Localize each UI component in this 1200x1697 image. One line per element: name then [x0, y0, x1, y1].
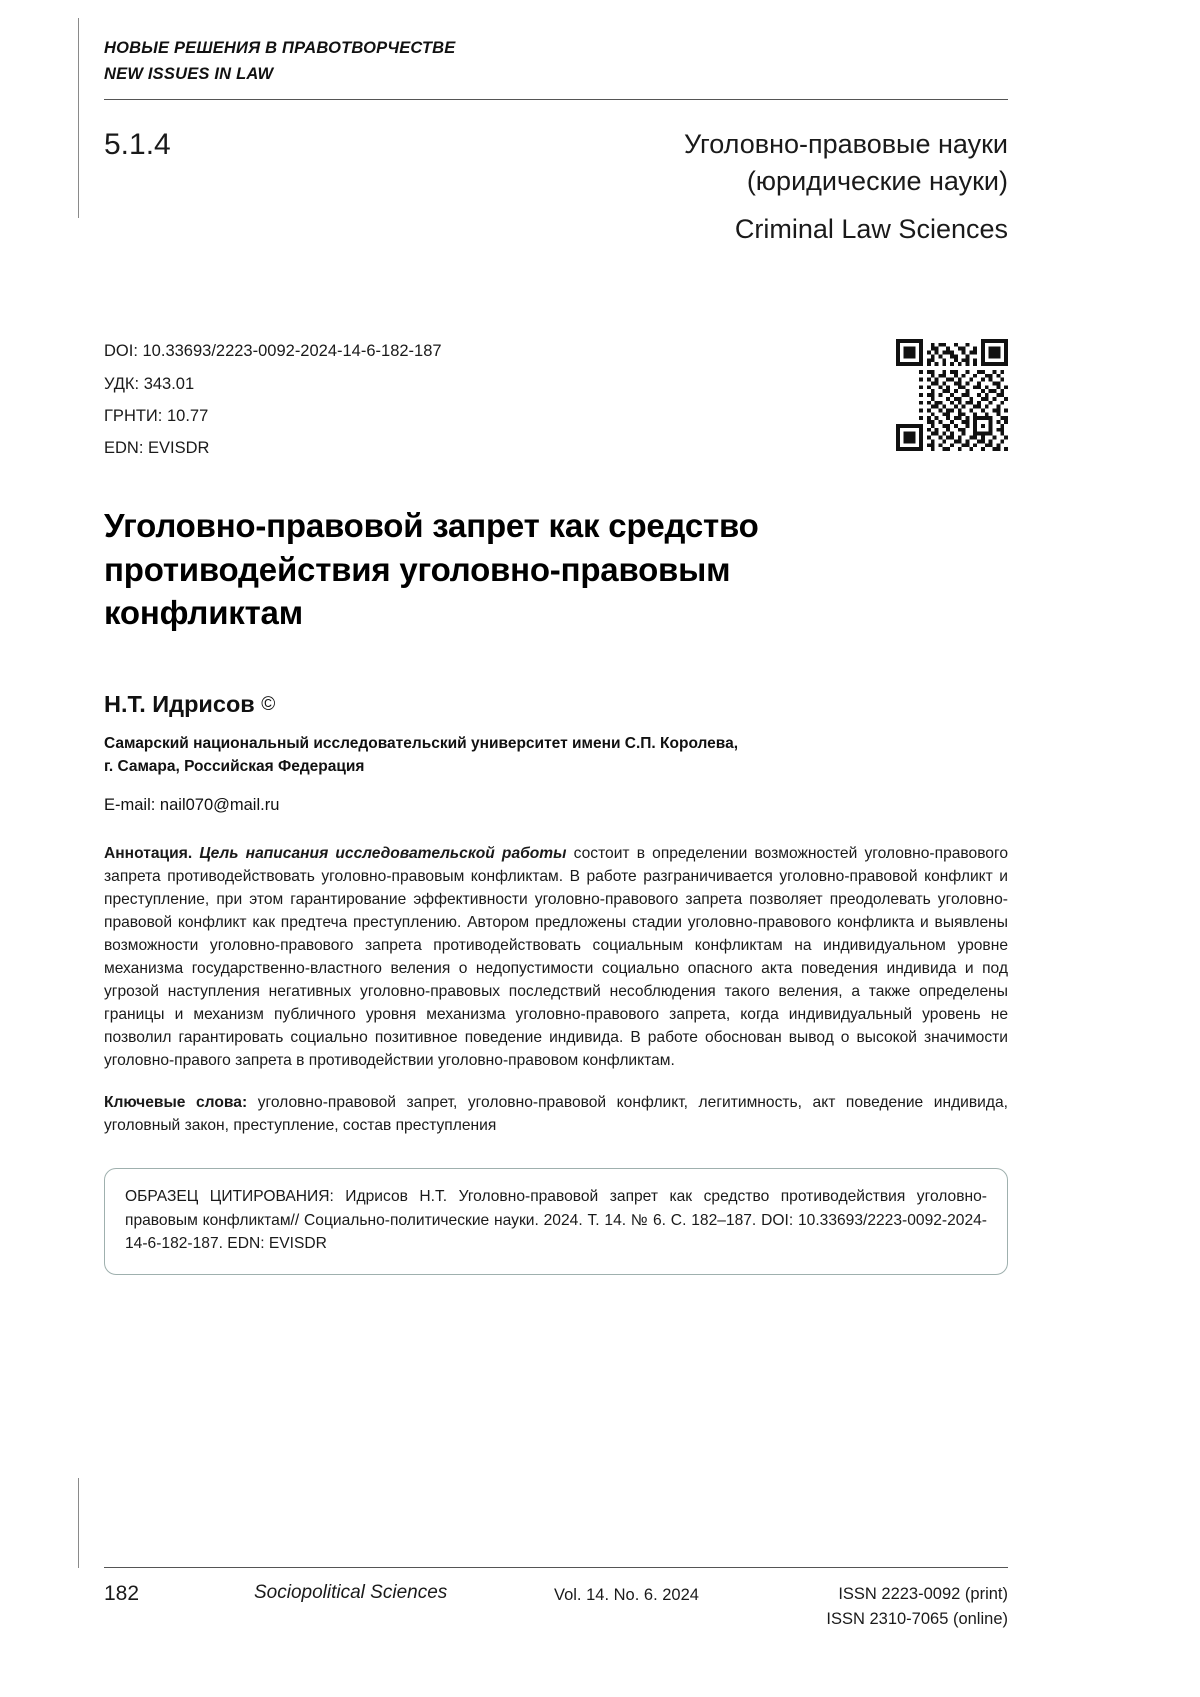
keywords-text: уголовно-правовой запрет, уголовно-правовой конфликт, легитимность, акт поведение индивида, уголовный закон, преступление, состав преступления [104, 1094, 1008, 1135]
abstract-body: состоит в определении возможностей уголовно-правового запрета противодействовать уголовно-правовым конфликтам. В работе разграничивается уголовно-правовой конфликт и преступление, при этом гарантирование эффективности уголовно-правового запрета позволяет преодолевать уголовно-правовой конфликт как предтеча преступлению. Автором предложены стадии уголовно-правового конфликта и выявлены возможности уголовно-правового запрета противодействовать социальным конфликтам на индивидуальном уровне механизма государственно-властного веления о недопустимости социально опасного акта поведения индивида и под угрозой наступления негативных уголовно-правовых последствий несоблюдения такого веления, а также определены границы и механизм публичного уровня механизма уголовно-правового запрета, когда индивидуальный уровень не позволил гарантировать социально позитивное поведение индивида. В работе обоснован вывод о высокой значимости уголовно-правого запрета в противодействии уголовно-правовом конфликтам. [104, 845, 1008, 1069]
affiliation-line-1: Самарский национальный исследовательский университет имени С.П. Королева, [104, 734, 739, 752]
author-name-text: Н.Т. Идрисов [104, 690, 255, 717]
abstract [104, 843, 1008, 1072]
running-head [104, 0, 1008, 100]
article-title: Уголовно-правовой запрет как средство противодействия уголовно-правовым конфликтам [104, 507, 759, 632]
footer-issn [794, 1582, 1008, 1632]
qr-code-icon [896, 339, 1008, 451]
footer-page-number: 182 [104, 1582, 140, 1605]
edn: EDN: EVISDR [104, 438, 210, 457]
section-name-en: Criminal Law Sciences [734, 214, 1008, 244]
section-name-ru-line1: Уголовно-правовые науки [684, 129, 1008, 160]
section-name-ru-line2: (юридические науки) [746, 165, 1008, 196]
author-affiliation [104, 732, 1008, 779]
page-footer [104, 1582, 1008, 1632]
citation-text: ОБРАЗЕЦ ЦИТИРОВАНИЯ: Идрисов Н.Т. Уголовно-правовой запрет как средство противодействия уголовно-правовым конфликтам// Социально-политические науки. 2024. Т. 14. № 6. С. 182–187. DOI: 10.33693/2223-0092-2024-14-6-182-187. EDN: EVISDR [125, 1188, 987, 1253]
footer-divider [104, 1567, 1008, 1568]
keywords-label: Ключевые слова: [104, 1094, 248, 1112]
left-margin-rule-bottom [78, 1478, 79, 1568]
affiliation-line-2: г. Самара, Российская Федерация [104, 758, 365, 776]
abstract-label: Аннотация. [104, 845, 193, 863]
running-head-ru: НОВЫЕ РЕШЕНИЯ В ПРАВОТВОРЧЕСТВЕ [104, 39, 456, 57]
identifiers [104, 335, 442, 464]
footer-issn-online: ISSN 2310-7065 (online) [826, 1609, 1008, 1628]
keywords [104, 1092, 1008, 1138]
footer-volume-issue: Vol. 14. No. 6. 2024 [554, 1586, 699, 1604]
footer-issn-print: ISSN 2223-0092 (print) [838, 1585, 1008, 1603]
section-row [104, 126, 1008, 247]
citation-sample-box [104, 1168, 1008, 1274]
identifiers-row [104, 335, 1008, 464]
grnti: ГРНТИ: 10.77 [104, 406, 209, 425]
section-names [684, 126, 1008, 247]
page-content [104, 0, 1008, 1275]
udk: УДК: 343.01 [104, 374, 195, 393]
author-name [104, 691, 1008, 718]
running-head-divider [104, 99, 1008, 100]
left-margin-rule-top [78, 18, 79, 218]
abstract-lead: Цель написания исследовательской работы [199, 845, 567, 863]
author-email[interactable]: E-mail: nail070@mail.ru [104, 796, 280, 815]
footer-journal-name: Sociopolitical Sciences [254, 1582, 448, 1603]
section-code: 5.1.4 [104, 128, 171, 162]
doi: DOI: 10.33693/2223-0092-2024-14-6-182-187 [104, 342, 442, 361]
copyright-mark: © [261, 693, 276, 715]
running-head-en: NEW ISSUES IN LAW [104, 64, 274, 83]
